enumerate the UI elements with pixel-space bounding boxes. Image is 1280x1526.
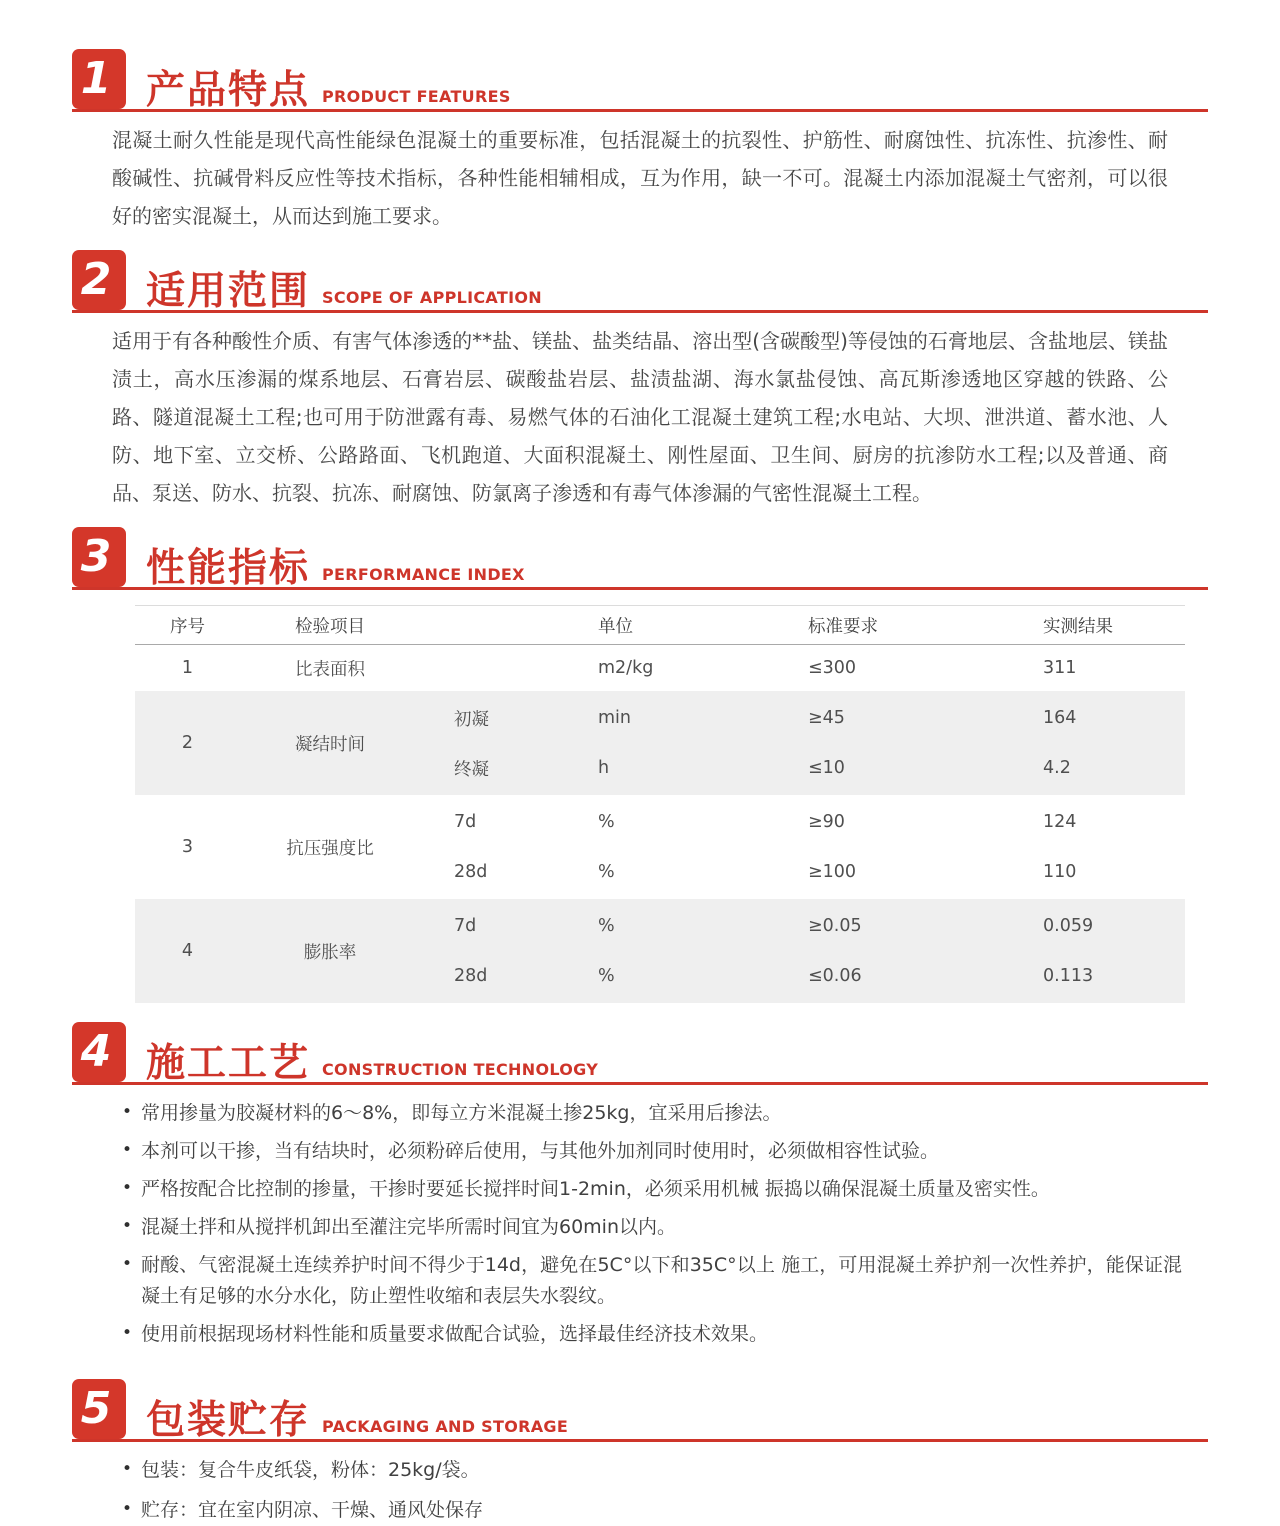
construction-bullet-list xyxy=(120,1098,1208,1350)
section-5-number-badge xyxy=(72,1379,126,1439)
cell-sub xyxy=(420,645,560,691)
product-features-paragraph: 混凝土耐久性能是现代高性能绿色混凝土的重要标准，包括混凝土的抗裂性、护筋性、耐腐蚀性、抗冻性、抗渗性、耐酸碱性、抗碱骨料反应性等技术指标，各种性能相辅相成，互为作用，缺一不可。混凝土内添加混凝土气密剂，可以很好的密实混凝土，从而达到施工要求。 xyxy=(112,128,1168,228)
col-header-req: 标准要求 xyxy=(808,616,878,637)
cell-sub: 初凝 xyxy=(454,709,489,730)
bullet-item: • 本剂可以干掺，当有结块时，必须粉碎后使用，与其他外加剂同时使用时，必须做相容性试验。 xyxy=(120,1136,1182,1167)
section-3-number: 3 xyxy=(80,531,112,582)
section-packaging-storage xyxy=(72,1380,1208,1526)
col-header-res: 实测结果 xyxy=(1043,616,1113,637)
table-header-row xyxy=(135,605,1185,645)
section-3-number-badge xyxy=(72,527,126,587)
section-1-header xyxy=(72,50,1208,112)
cell-req: ≤0.06 xyxy=(808,966,862,986)
table-row-specific-surface xyxy=(135,645,1185,691)
section-5-header xyxy=(72,1380,1208,1442)
performance-table xyxy=(135,605,1185,1003)
cell-item: 抗压强度比 xyxy=(286,838,374,859)
section-performance-index xyxy=(72,528,1208,1003)
bullet-item: • 贮存：宜在室内阴凉、干燥、通风处保存 xyxy=(120,1495,1182,1526)
cell-no: 1 xyxy=(181,658,194,678)
cell-sub: 28d xyxy=(454,862,488,882)
table-row-setting-time xyxy=(135,691,1185,795)
section-4-number-badge xyxy=(72,1022,126,1082)
section-2-title-zh: 适用范围 xyxy=(146,269,311,314)
section-3-header xyxy=(72,528,1208,590)
cell-req: ≥100 xyxy=(808,862,857,882)
section-3-title-en: PERFORMANCE INDEX xyxy=(322,565,525,584)
col-header-no: 序号 xyxy=(170,616,205,637)
cell-req: ≥0.05 xyxy=(808,916,862,936)
section-5-title-en: PACKAGING AND STORAGE xyxy=(322,1417,569,1436)
cell-item: 膨胀率 xyxy=(303,942,357,963)
cell-unit: % xyxy=(598,812,615,832)
section-4-title-en: CONSTRUCTION TECHNOLOGY xyxy=(322,1060,599,1079)
cell-res: 164 xyxy=(1043,708,1077,728)
col-header-sub xyxy=(420,606,560,644)
cell-req: ≤10 xyxy=(808,758,845,778)
cell-req: ≤300 xyxy=(808,658,857,678)
section-4-title-zh: 施工工艺 xyxy=(146,1041,311,1086)
cell-sub: 28d xyxy=(454,966,488,986)
cell-sub: 7d xyxy=(454,916,477,936)
cell-item: 凝结时间 xyxy=(295,734,365,755)
bullet-item: • 使用前根据现场材料性能和质量要求做配合试验，选择最佳经济技术效果。 xyxy=(120,1319,1182,1350)
section-scope-of-application xyxy=(72,251,1208,512)
bullet-item: • 耐酸、气密混凝土连续养护时间不得少于14d，避免在5C°以下和35C°以上 施工，可用混凝土养护剂一次性养护，能保证混凝土有足够的水分水化，防止塑性收缩和表层失水裂纹。 xyxy=(120,1250,1182,1312)
cell-unit: % xyxy=(598,966,615,986)
cell-no: 4 xyxy=(181,941,194,961)
section-1-title-zh: 产品特点 xyxy=(146,68,311,113)
table-row-expansion-rate xyxy=(135,899,1185,1003)
cell-unit: m2/kg xyxy=(598,658,654,678)
section-4-number: 4 xyxy=(80,1026,112,1077)
packaging-bullet-list xyxy=(120,1455,1208,1526)
section-4-header xyxy=(72,1023,1208,1085)
bullet-item: • 混凝土拌和从搅拌机卸出至灌注完毕所需时间宜为60min以内。 xyxy=(120,1212,1182,1243)
section-2-header xyxy=(72,251,1208,313)
cell-no: 2 xyxy=(181,733,194,753)
section-product-features xyxy=(72,50,1208,235)
cell-req: ≥45 xyxy=(808,708,845,728)
cell-req: ≥90 xyxy=(808,812,845,832)
cell-res: 124 xyxy=(1043,812,1077,832)
cell-unit: % xyxy=(598,916,615,936)
cell-res: 110 xyxy=(1043,862,1077,882)
table-row-compressive-ratio xyxy=(135,795,1185,899)
bullet-item: • 常用掺量为胶凝材料的6～8%，即每立方米混凝土掺25kg，宜采用后掺法。 xyxy=(120,1098,1182,1129)
cell-res: 4.2 xyxy=(1043,758,1071,778)
col-header-unit: 单位 xyxy=(598,616,633,637)
cell-no: 3 xyxy=(181,837,194,857)
section-5-title-zh: 包装贮存 xyxy=(146,1398,311,1443)
section-1-number-badge xyxy=(72,49,126,109)
cell-sub: 7d xyxy=(454,812,477,832)
cell-unit: % xyxy=(598,862,615,882)
section-2-number-badge xyxy=(72,250,126,310)
section-3-title-zh: 性能指标 xyxy=(146,546,311,591)
cell-sub: 终凝 xyxy=(454,759,489,780)
cell-item: 比表面积 xyxy=(295,659,365,680)
section-construction-technology xyxy=(72,1023,1208,1350)
section-5-number: 5 xyxy=(80,1383,112,1434)
cell-res: 0.113 xyxy=(1043,966,1094,986)
bullet-item: • 包装：复合牛皮纸袋，粉体：25kg/袋。 xyxy=(120,1455,1182,1486)
scope-paragraph: 适用于有各种酸性介质、有害气体渗透的**盐、镁盐、盐类结晶、溶出型(含碳酸型)等侵蚀的石膏地层、含盐地层、镁盐渍土，高水压渗漏的煤系地层、石膏岩层、碳酸盐岩层、盐渍盐湖、海水氯盐侵蚀、高瓦斯渗透地区穿越的铁路、公路、隧道混凝土工程;也可用于防泄露有毒、易燃气体的石油化工混凝土建筑工程;水电站、大坝、泄洪道、蓄水池、人防、地下室、立交桥、公路路面、飞机跑道、大面积混凝土、刚性屋面、卫生间、厨房的抗渗防水工程;以及普通、商品、泵送、防水、抗裂、抗冻、耐腐蚀、防氯离子渗透和有毒气体渗漏的气密性混凝土工程。 xyxy=(112,329,1168,505)
bullet-item: • 严格按配合比控制的掺量，干掺时要延长搅拌时间1-2min，必须采用机械 振捣以确保混凝土质量及密实性。 xyxy=(120,1174,1182,1205)
section-1-title-en: PRODUCT FEATURES xyxy=(322,87,511,106)
cell-res: 311 xyxy=(1043,658,1077,678)
col-header-item: 检验项目 xyxy=(295,616,365,637)
cell-res: 0.059 xyxy=(1043,916,1094,936)
section-2-number: 2 xyxy=(80,254,112,305)
section-1-number: 1 xyxy=(80,53,112,104)
section-2-title-en: SCOPE OF APPLICATION xyxy=(322,288,542,307)
cell-unit: h xyxy=(598,758,610,778)
cell-unit: min xyxy=(598,708,632,728)
